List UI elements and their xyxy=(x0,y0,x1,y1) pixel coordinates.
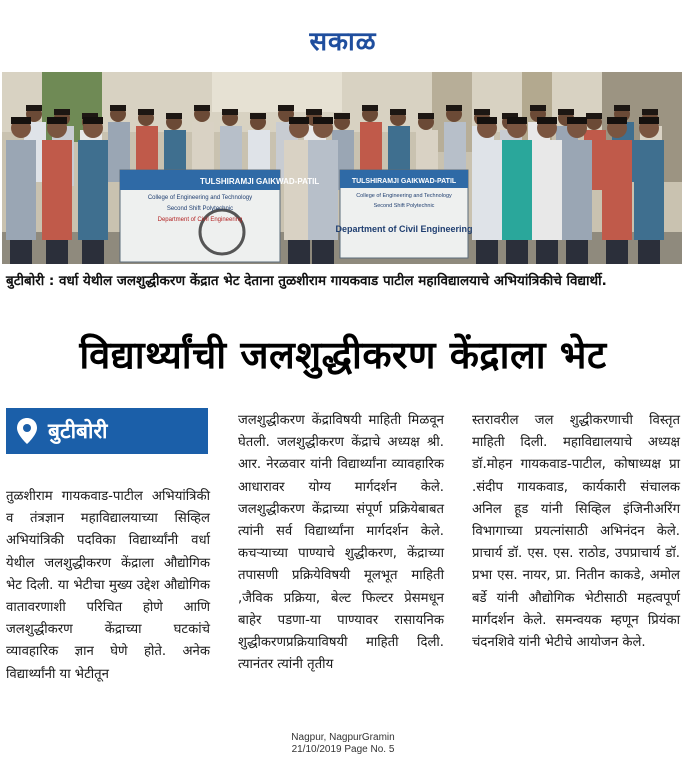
article-column-2: जलशुद्धीकरण केंद्राविषयी माहिती मिळवून घेतली. जलशुद्धीकरण केंद्राचे अध्यक्ष श्री. आर. नेरळवार यांनी विद्यार्थ्यांना व्यावहारिक आधारावर योग्य मार्गदर्शन केले. जलशुद्धीकरण केंद्राच्या संपूर्ण प्रक्रियेबाबत त्यांनी सर्व विद्यार्थ्यांना मार्गदर्शन केले. कचऱ्याच्या पाण्याचे शुद्धीकरण, केंद्राच्या तपासणी प्रक्रियेविषयी मूलभूत माहिती ,जैविक प्रक्रिया, बेल्ट फिल्टर प्रेसमधून बाहेर पडणा-या पाण्यावर रासायनिक शुद्धीकरणप्रक्रियाविषयी माहिती दिली. त्यानंतर त्यांनी तृतीय xyxy=(238,413,444,673)
right-banner-line-1: TULSHIRAMJI GAIKWAD-PATIL xyxy=(351,178,457,185)
footer-edition: Nagpur, NagpurGramin xyxy=(291,732,395,743)
left-banner-line-3: Second Shift Polytechnic xyxy=(166,206,234,212)
right-banner-line-2: College of Engineering and Technology xyxy=(356,193,452,199)
page-footer xyxy=(0,732,686,756)
right-banner-line-3: Second Shift Polytechnic xyxy=(373,203,435,209)
right-banner-line-4: Department of Civil Engineering xyxy=(335,224,473,234)
left-banner-line-1: TULSHIRAMJI GAIKWAD-PATIL xyxy=(200,177,320,186)
article-column-1: तुळशीराम गायकवाड-पाटील अभियांत्रिकी व तंत्रज्ञान महाविद्यालयाच्या सिव्हिल अभियांत्रिकी पदविका विद्यार्थ्यांनी वर्धा येथील जलशुद्धीकरण केंद्राला औद्योगिक भेट दिली. या भेटीचा मुख्य उद्देश औद्योगिक वातावरणाशी परिचित होणे आणि जलशुद्धीकरण केंद्राच्या घटकांचे व्यावहारिक ज्ञान घेणे होते. अनेक विद्यार्थ्यांनी या भेटीतून xyxy=(6,489,210,682)
footer-date-page: 21/10/2019 Page No. 5 xyxy=(291,744,395,755)
photo-caption: बुटीबोरी : वर्धा येथील जलशुद्धीकरण केंद्रात भेट देताना तुळशीराम गायकवाड पाटील महाविद्यालयाचे अभियांत्रिकीचे विद्यार्थी. xyxy=(6,273,607,289)
location-label xyxy=(6,408,208,454)
left-banner-line-4: Department of Civil Engineering xyxy=(157,217,243,223)
map-pin-icon xyxy=(16,417,38,445)
news-photo xyxy=(2,72,682,264)
right-banner xyxy=(335,170,472,258)
location-name: बुटीबोरी xyxy=(48,419,108,443)
newspaper-masthead: सकाळ xyxy=(309,27,377,57)
article-headline: विद्यार्थ्यांची जलशुद्धीकरण केंद्राला भेट xyxy=(79,332,607,377)
left-banner-line-2: College of Engineering and Technology xyxy=(147,195,253,201)
article-column-3: स्तरावरील जल शुद्धीकरणाची विस्तृत माहिती दिली. महाविद्यालयाचे अध्यक्ष डॉ.मोहन गायकवाड-पाटील, कोषाध्यक्ष प्रा .संदीप गायकवाड, कार्यकारी संचालक अनिल हूड यांनी सिव्हिल इंजिनीअरिंग विभागाच्या प्रयत्नांसाठी अभिनंदन केले. प्राचार्य डॉ. एस. एस. राठोड, उपप्राचार्य डॉ. प्रभा एस. नायर, प्रा. नितीन काकडे, अमोल बर्डे यांनी औद्योगिक भेटीसाठी महत्वपूर्ण मार्गदर्शन केले. समन्वयक म्हणून प्रियंका चंदनशिवे यांनी भेटीचे आयोजन केले. xyxy=(472,413,680,651)
